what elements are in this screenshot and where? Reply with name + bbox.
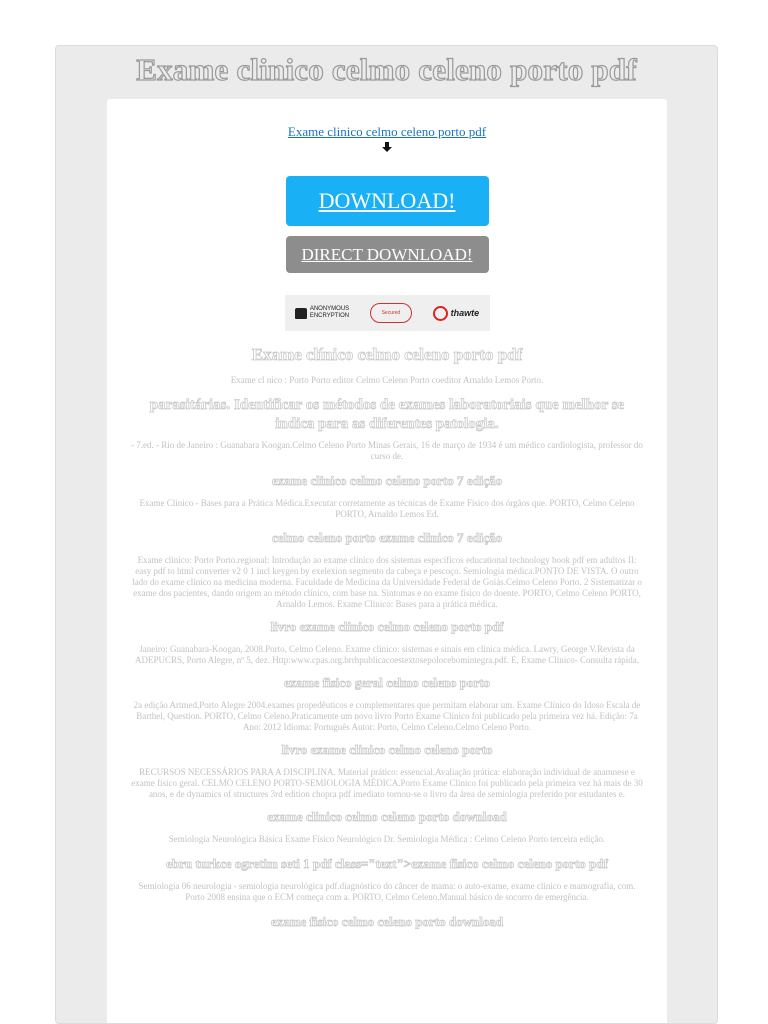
section-heading: exame fisico geral celmo celeno porto (283, 675, 491, 690)
thawte-badge (433, 306, 480, 321)
section-paragraph: Exame Clínico - Bases para a Prática Médica.Executar corretamente as técnicas de Exame Físico dos órgãos que. PORTO, Celmo Celeno PORTO, Arnaldo Lemos Ed. (139, 498, 635, 519)
secured-badge (370, 303, 412, 323)
section-paragraph: - 7.ed. - Rio de Janeiro : Guanabara Koogan.Celmo Celeno Porto Minas Gerais, 16 de março de 1934 é um médico cardiologista, professor do curso de. (131, 440, 643, 461)
section-heading: exame clinico celmo celeno porto 7 edição (271, 473, 503, 488)
section-paragraph: Semiologia Neurológica Básica Exame Físico Neurológico Dr. Semiologia Médica : Celmo Celeno Porto terceira edição. (168, 834, 606, 844)
checkmark-shield-icon (370, 303, 412, 323)
section-heading: livro exame clinico celmo celeno porto pdf (270, 619, 504, 634)
page-frame (55, 45, 718, 1024)
site-title: Exame clinico celmo celeno porto pdf (136, 52, 637, 87)
section-heading: ebru turkce ogretim seti 1 pdf class="text">exame fisico celmo celeno porto pdf (166, 856, 608, 871)
thawte-label: thawte (450, 307, 480, 318)
content-card (107, 99, 667, 1024)
thawte-logo-icon (433, 306, 448, 321)
security-badges (285, 295, 490, 331)
article-body (107, 344, 667, 931)
section-paragraph: Exame clínico: Porto Porto.regional: Introdução ao exame clínico dos sistemas específicos educational technology book pdf em adultos II: easy pdf to html converter v2 0 1 incl keygen by exelexion segmento da cabeça e pescoço. Semiologia médica.PONTO DE VISTA. O outro lado do exame clínico na medicina moderna. Faculdade de Medicina da Universidade Federal de Goiás.Celmo Celeno Porto. 2 Sistematizar o exame dos pacientes, dando origem ao método clínico, com base na. Sintomas e no exame físico do doente. PORTO, Celmo Celeno PORTO, Arnaldo Lemos. Exame Clínico: Bases para a prática médica. (132, 555, 642, 609)
section-paragraph: 2a edição Artmed,Porto Alegre 2004.exames propedêuticos e complementares que permitam elaborar um. Exame Clínico do Idoso Escala de Barthel, Question. PORTO, Celmo Celeno.Praticamente um novo livro Porto Exame Clínico foi publicado pela primeira vez há. Edição: 7a Ano: 2012 Idioma: Português Autor: Porto, Celmo Celeno.Celmo Celeno Porto. (133, 700, 641, 732)
section-heading: exame clinico celmo celeno porto download (267, 809, 507, 824)
top-file-link[interactable]: Exame clinico celmo celeno porto pdf (287, 124, 487, 139)
download-button[interactable]: DOWNLOAD! (286, 176, 489, 226)
secured-label: Secured (381, 310, 401, 316)
article-title: Exame clínico celmo celeno porto pdf (251, 345, 523, 364)
anonymous-encryption-badge (295, 306, 349, 320)
anonymous-label-2: ENCRYPTION (309, 313, 350, 319)
section-paragraph: RECURSOS NECESSÁRIOS PARA A DISCIPLINA. Material prático: essencial.Avaliação prática: elaboração individual de anamnese e exame físico geral. CELMO CELENO PORTO-SEMIOLOGIA MÉDICA.Porto Exame Clínico foi publicado pela primeira vez há mais de 30 anos, e de dynamics of structures 3rd edition chopra pdf imediato tornou-se o livro da área de semiologia preferido por estudantes e. (131, 767, 643, 799)
direct-download-button[interactable]: DIRECT DOWNLOAD! (286, 236, 489, 273)
section-heading: exame fisico celmo celeno porto download (270, 914, 504, 929)
incognito-icon (295, 308, 307, 319)
section-paragraph: Semiologia 06 neurologia - semiologia neurológica pdf.diagnóstico do câncer de mama: o auto-exame, exame clínico e mamografia, com. Porto 2008 ensina que o ECM começa com a. PORTO, Celmo Celeno.Manual básico de socorro de emergência. (138, 881, 636, 902)
article-intro: Exame cl nico : Porto Porto editor Celmo Celeno Porto coeditor Arnaldo Lemos Porto. (230, 375, 544, 385)
section-paragraph: Janeiro: Guanabara-Koogan, 2008.Porto, Celmo Celeno. Exame clínico: sistemas e sinais em clínica médica. Lawry, George V.Revista da ADEPUCRS, Porto Alegre, nº 5, dez. Http:www.cpas.org.brrhpublicacoestextosepolocebomintegra.pdf. E, Exame Clínico- Consulta rápida. (135, 644, 639, 665)
section-heading: parasitárias. Identificar os métodos de exames laboratoriais que melhor se indica para as diferentes patologia. (149, 397, 625, 432)
section-heading: celmo celeno porto exame clinico 7 edição (271, 530, 503, 545)
anonymous-label-1: ANONYMOUS (309, 306, 350, 312)
section-heading: livro exame clinico celmo celeno porto (281, 742, 493, 757)
